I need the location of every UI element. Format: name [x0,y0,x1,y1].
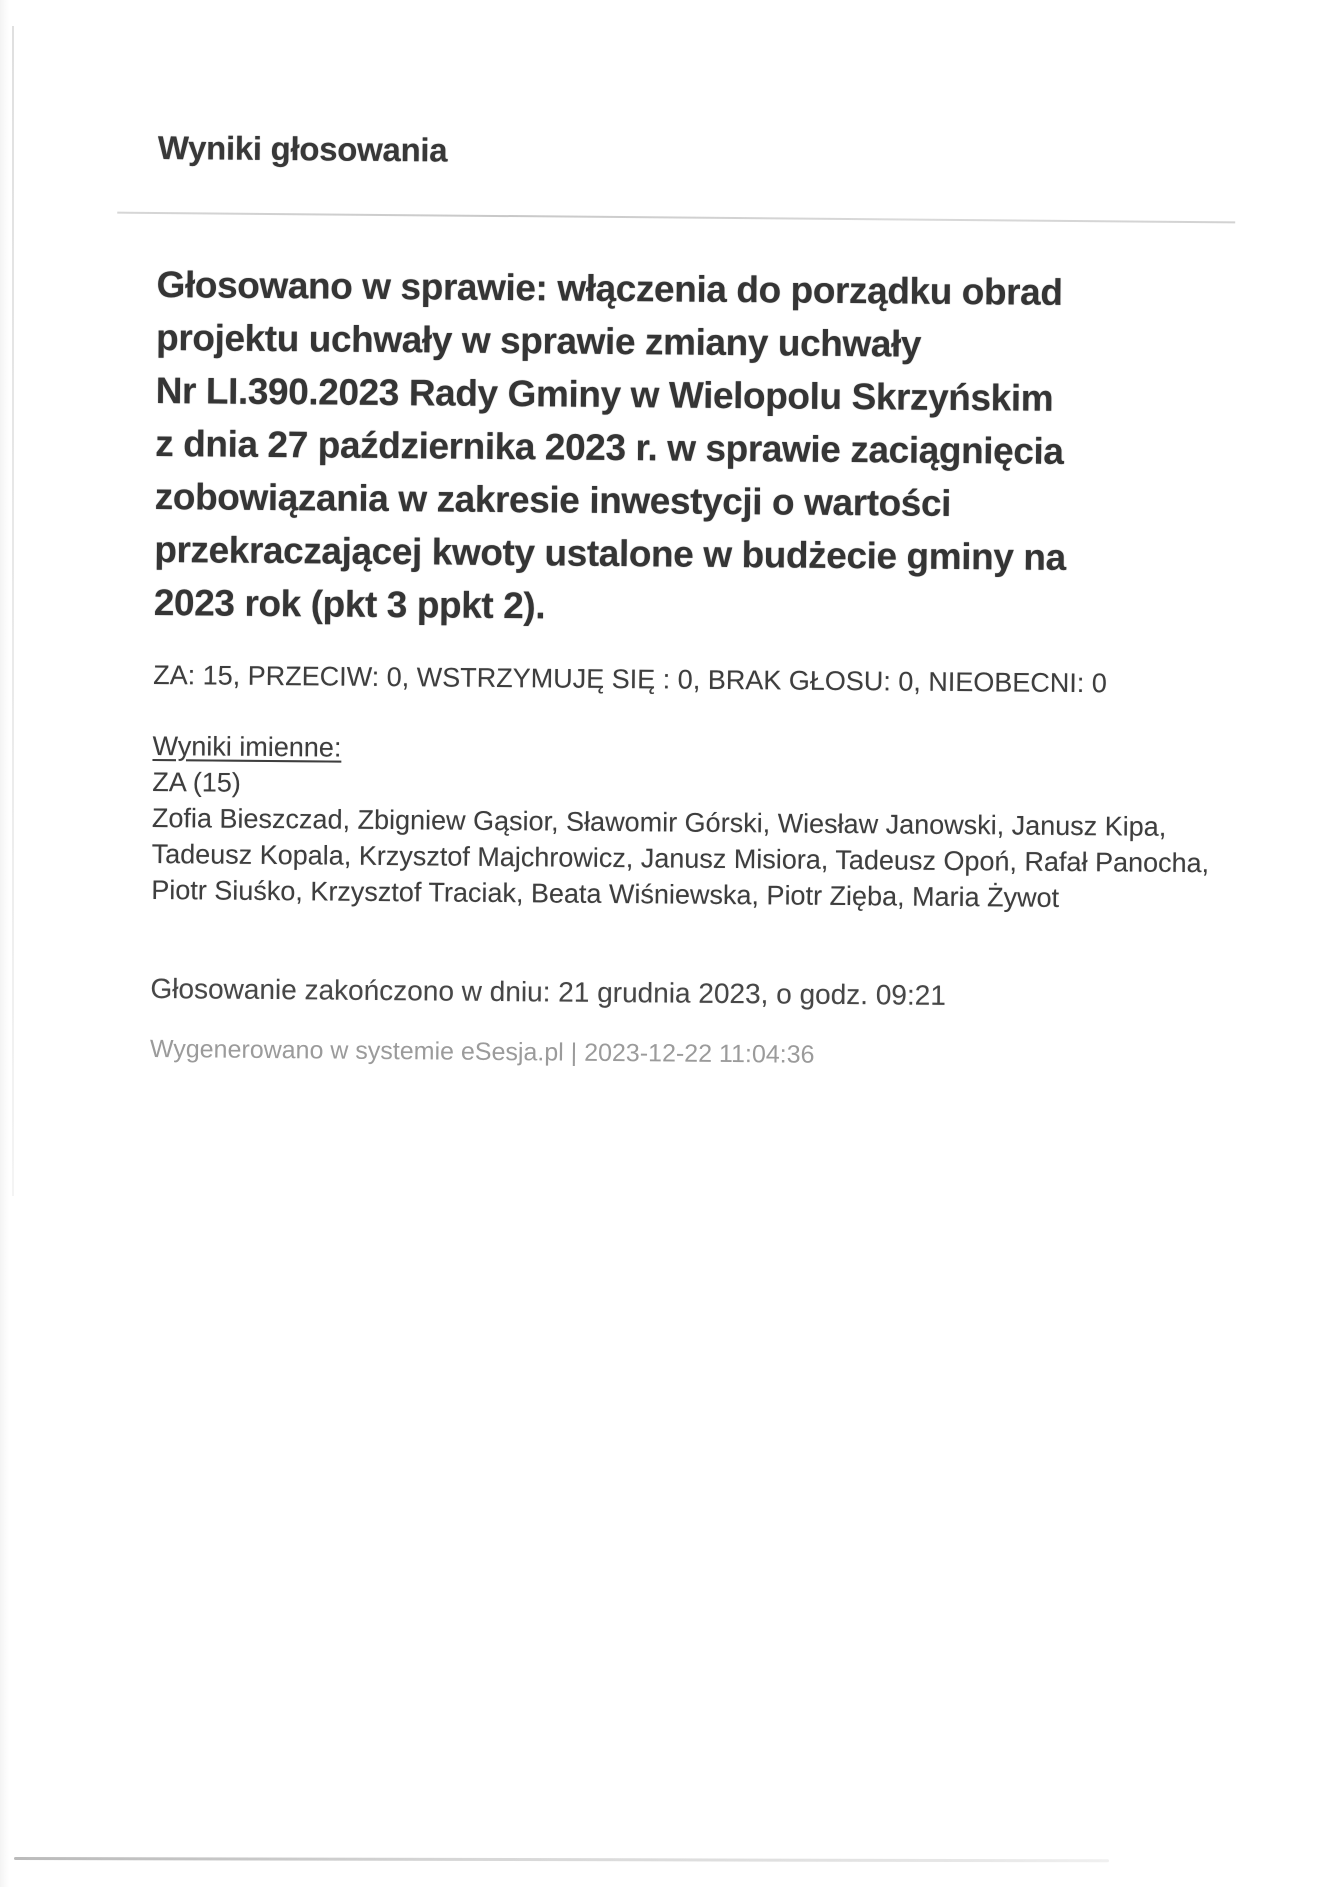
subject-line: przekraczającej kwoty ustalone w budżecie gminy na [154,528,1066,578]
subject-line: projektu uchwały w sprawie zmiany uchwały [155,316,922,365]
subject-line: zobowiązania w zakresie inwestycji o wartości [154,475,952,524]
document-content [149,126,1210,1073]
scan-edge-left-line [12,26,14,1196]
subject-line: 2023 rok (pkt 3 ppkt 2). [153,581,546,627]
subject-line: Głosowano w sprawie: włączenia do porządku obrad [156,263,1063,313]
named-results-names: Tadeusz Kopala, Krzysztof Majchrowicz, Janusz Misiora, Tadeusz Opoń, Rafał Panocha, [151,838,1210,879]
named-results-heading: Wyniki imienne: [152,730,342,763]
named-results-names: Zofia Bieszczad, Zbigniew Gąsior, Sławomir Górski, Wiesław Janowski, Janusz Kipa, [151,802,1167,842]
subject-line: z dnia 27 października 2023 r. w sprawie zaciągnięcia [155,422,1064,472]
page-title: Wyniki głosowania [157,128,448,169]
named-results-section [151,728,1210,916]
subject-line: Nr LI.390.2023 Rady Gminy w Wielopolu Skrzyńskim [155,369,1054,419]
voting-subject [154,258,1097,637]
named-results-names: Piotr Siuśko, Krzysztof Traciak, Beata Wiśniewska, Piotr Zięba, Maria Żywot [151,874,1060,913]
voting-closed-timestamp: Głosowanie zakończono w dniu: 21 grudnia 2023, o godz. 09:21 [150,972,947,1011]
scan-edge-bottom-line [14,1857,1109,1862]
generator-footer: Wygenerowano w systemie eSesja.pl | 2023-12-22 11:04:36 [149,1034,815,1069]
title-divider [117,212,1235,224]
scan-edge-left-shadow [0,0,9,1887]
named-results-group-label: ZA (15) [152,766,241,798]
vote-count-summary: ZA: 15, PRZECIW: 0, WSTRZYMUJĘ SIĘ : 0, BRAK GŁOSU: 0, NIEOBECNI: 0 [153,659,1108,699]
